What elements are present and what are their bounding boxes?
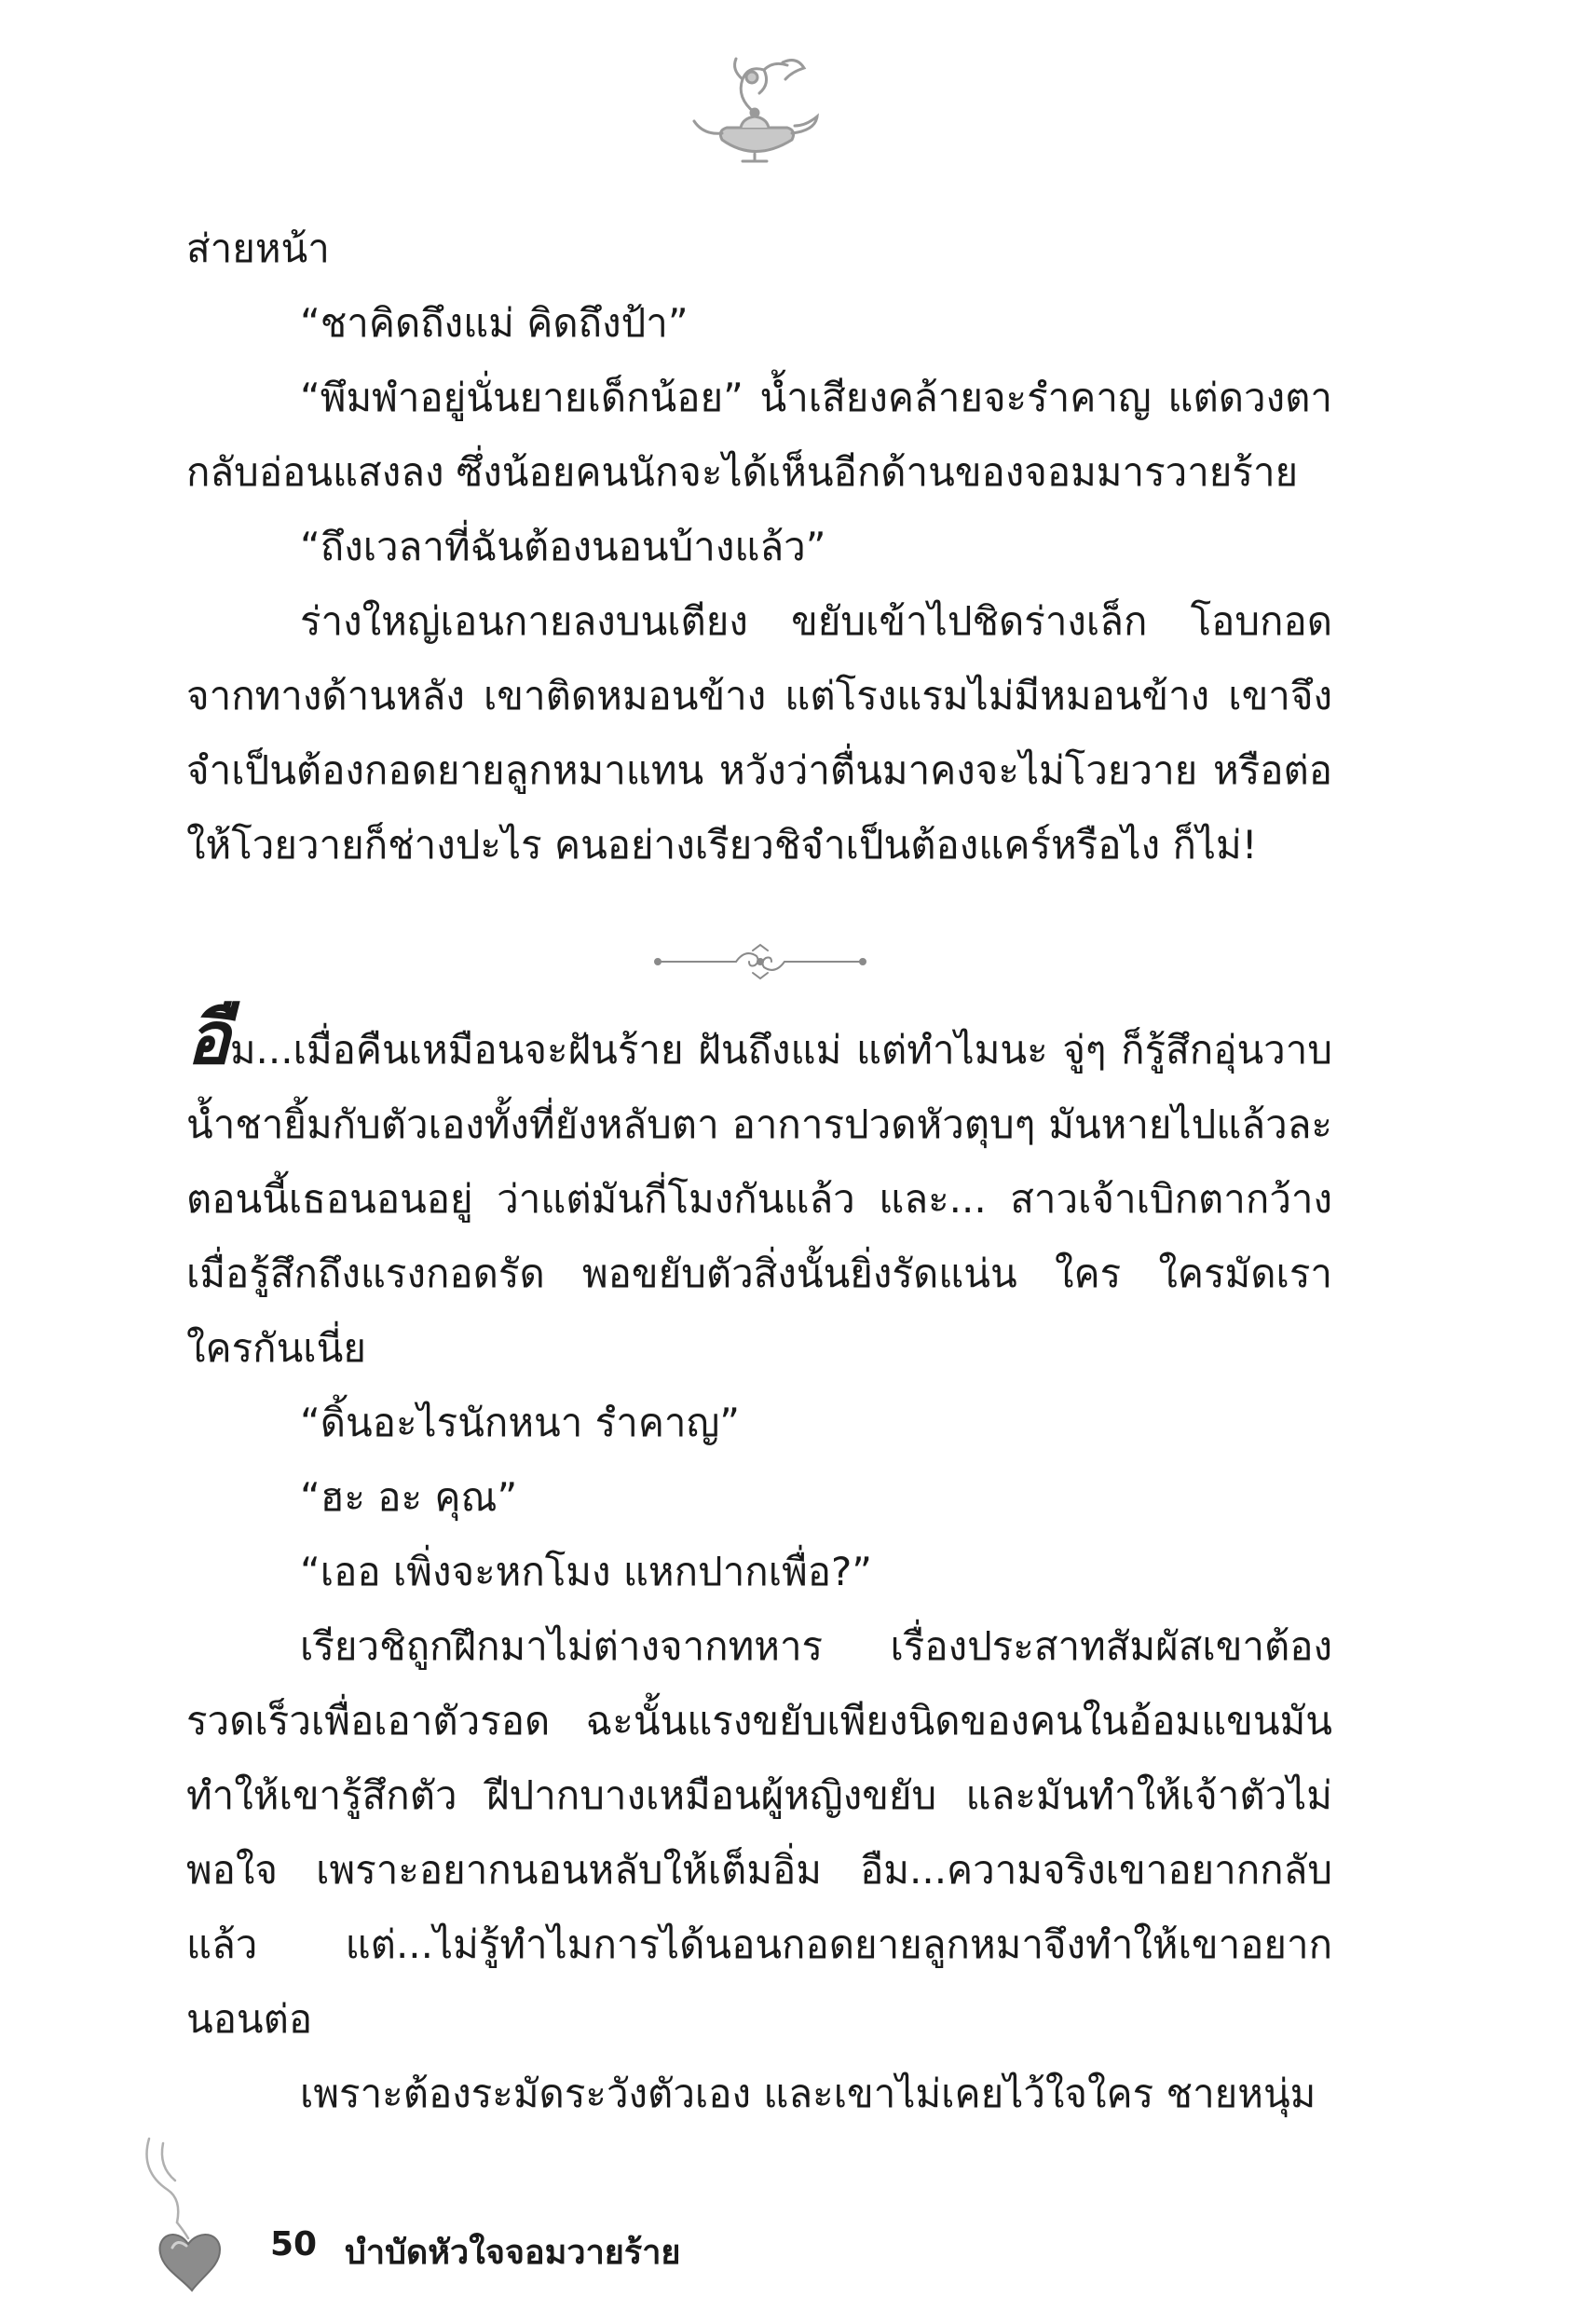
scroll-flourish-icon xyxy=(652,941,868,982)
paragraph: “พึมพำอยู่นั่นยายเด็กน้อย” น้ำเสียงคล้ายจะรำคาญ แต่ดวงตากลับอ่อนแสงลง ซึ่งน้อยคนนักจะได้เห็นอีกด้านของจอมมารวายร้าย xyxy=(186,375,1332,495)
genie-lamp-icon xyxy=(685,51,825,168)
dropcap-paragraph xyxy=(186,996,1332,1386)
paragraph: “ดิ้นอะไรนักหนา รำคาญ” xyxy=(300,1400,741,1445)
dropcap-paragraph-text: ม...เมื่อคืนเหมือนจะฝันร้าย ฝันถึงแม่ แต่ทำไมนะ จู่ๆ ก็รู้สึกอุ่นวาบ น้ำชายิ้มกับตัวเองทั้งที่ยังหลับตา อาการปวดหัวตุบๆ มันหายไปแล้วละ ตอนนี้เธอนอนอยู่ ว่าแต่มันกี่โมงกันแล้ว และ... สาวเจ้าเบิกตากว้างเมื่อรู้สึกถึงแรงกอดรัด พอขยับตัวสิ่งนั้นยิ่งรัดแน่น ใคร ใครมัดเรา ใครกันเนี่ย xyxy=(186,1027,1332,1371)
paragraph: “เออ เพิ่งจะหกโมง แหกปากเพื่อ?” xyxy=(300,1549,873,1594)
body-text-bottom xyxy=(186,996,1332,2131)
heart-charm-icon xyxy=(130,2134,242,2302)
paragraph: เรียวชิถูกฝึกมาไม่ต่างจากทหาร เรื่องประสาทสัมผัสเขาต้องรวดเร็วเพื่อเอาตัวรอด ฉะนั้นแรงขยับเพียงนิดของคนในอ้อมแขนมันทำให้เขารู้สึกตัว ฝีปากบางเหมือนผู้หญิงขยับ และมันทำให้เจ้าตัวไม่พอใจ เพราะอยากนอนหลับให้เต็มอิ่ม อืม...ความจริงเขาอยากกลับแล้ว แต่...ไม่รู้ทำไมการได้นอนกอดยายลูกหมาจึงทำให้เขาอยากนอนต่อ xyxy=(186,1623,1332,2042)
body-text-top xyxy=(186,212,1332,882)
page-footer xyxy=(130,2134,783,2302)
paragraph: ส่ายหน้า xyxy=(186,226,330,271)
paragraph: “ฮะ อะ คุณ” xyxy=(300,1474,518,1520)
dropcap: อื xyxy=(186,996,230,1081)
paragraph: “ถึงเวลาที่ฉันต้องนอนบ้างแล้ว” xyxy=(300,524,826,569)
paragraph: เพราะต้องระมัดระวังตัวเอง และเขาไม่เคยไว้ใจใคร ชายหนุ่ม xyxy=(300,2071,1316,2116)
page-number: 50 xyxy=(270,2225,318,2263)
paragraph: “ชาคิดถึงแม่ คิดถึงป้า” xyxy=(300,300,689,346)
book-title: บำบัดหัวใจจอมวายร้าย xyxy=(345,2234,681,2272)
paragraph: ร่างใหญ่เอนกายลงบนเตียง ขยับเข้าไปชิดร่างเล็ก โอบกอดจากทางด้านหลัง เขาติดหมอนข้าง แต่โรงแรมไม่มีหมอนข้าง เขาจึงจำเป็นต้องกอดยายลูกหมาแทน หวังว่าตื่นมาคงจะไม่โวยวาย หรือต่อให้โวยวายก็ช่างปะไร คนอย่างเรียวชิจำเป็นต้องแคร์หรือไง ก็ไม่! xyxy=(186,598,1332,868)
